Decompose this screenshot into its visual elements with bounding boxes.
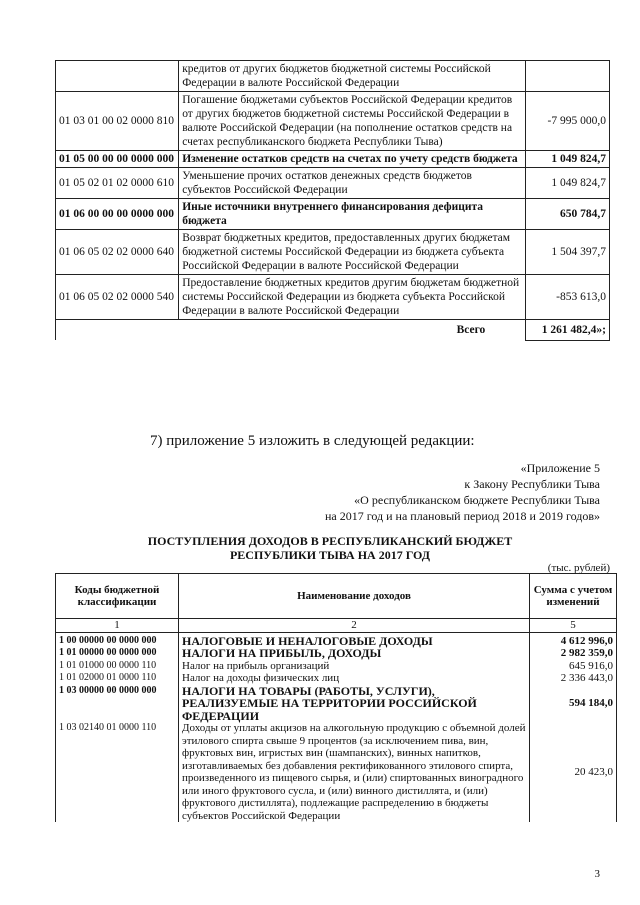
header-row: [56, 574, 617, 619]
amendment-item: 7) приложение 5 изложить в следующей редакции:: [150, 433, 475, 449]
amount-cell: 1 504 397,7: [526, 230, 610, 275]
table-row: [56, 647, 617, 660]
appendix-line: к Закону Республики Тыва: [464, 477, 600, 491]
amount-cell: 1 049 824,7: [526, 151, 610, 168]
code-cell: [56, 320, 179, 341]
total-row: [56, 320, 610, 341]
amount-cell: -853 613,0: [526, 275, 610, 320]
code-cell: 1 01 01000 00 0000 110: [56, 660, 179, 673]
amount-cell: 2 336 443,0: [530, 672, 617, 685]
table-row: [56, 685, 617, 723]
appendix-line: «Приложение 5: [520, 461, 600, 475]
appendix-line: «О республиканском бюджете Республики Тыва: [354, 493, 600, 507]
table-row: [56, 151, 610, 168]
amount-cell: -7 995 000,0: [526, 92, 610, 151]
page-title: [120, 534, 540, 562]
code-cell: 1 01 00000 00 0000 000: [56, 647, 179, 660]
amount-cell: [526, 61, 610, 92]
name-cell: Изменение остатков средств на счетах по учету средств бюджета: [179, 151, 526, 168]
title-line: РЕСПУБЛИКИ ТЫВА НА 2017 ГОД: [229, 548, 431, 562]
table-row: [56, 199, 610, 230]
table-row: [56, 61, 610, 92]
code-cell: 1 03 00000 00 0000 000: [56, 685, 179, 723]
appendix-line: на 2017 год и на плановый период 2018 и 2019 годов»: [324, 509, 600, 523]
name-cell: Налог на прибыль организаций: [179, 660, 530, 673]
name-cell: Предоставление бюджетных кредитов другим бюджетам бюджетной системы Российской Федерации из бюджета субъекта Российской Федерации в валюте Российской Федерации: [179, 275, 526, 320]
appendix-header: [325, 460, 600, 524]
code-cell: 1 01 02000 01 0000 110: [56, 672, 179, 685]
name-cell: НАЛОГИ НА ПРИБЫЛЬ, ДОХОДЫ: [179, 647, 530, 660]
table-row: [56, 722, 617, 822]
code-cell: [56, 61, 179, 92]
total-label: Всего: [456, 324, 486, 336]
col-number: 2: [179, 619, 530, 633]
code-cell: 1 03 02140 01 0000 110: [56, 722, 179, 822]
amount-cell: 650 784,7: [526, 199, 610, 230]
amount-cell: 1 049 824,7: [526, 168, 610, 199]
code-cell: 01 03 01 00 02 0000 810: [56, 92, 179, 151]
table-row: [56, 230, 610, 275]
page-number: 3: [594, 868, 600, 880]
table-row: [56, 92, 610, 151]
name-cell: Погашение бюджетами субъектов Российской Федерации кредитов от других бюджетов бюджетной системы Российской Федерации в валюте Российской Федерации (на пополнение остатков средств на счетах республиканского бюджета Республики Тыва): [179, 92, 526, 151]
amount-cell: 2 982 359,0: [530, 647, 617, 660]
header-code: Коды бюджетной классификации: [56, 574, 179, 619]
name-cell: Налог на доходы физических лиц: [179, 672, 530, 685]
code-cell: 01 05 00 00 00 0000 000: [56, 151, 179, 168]
name-cell: НАЛОГОВЫЕ И НЕНАЛОГОВЫЕ ДОХОДЫ: [179, 632, 530, 647]
name-cell: Возврат бюджетных кредитов, предоставленных других бюджетам бюджетной системы Российской Федерации из бюджета субъекта Российской Федерации в валюте Российской Федерации: [179, 230, 526, 275]
header-amount: Сумма с учетом изменений: [530, 574, 617, 619]
table-row: [56, 275, 610, 320]
name-cell: Иные источники внутреннего финансирования дефицита бюджета: [179, 199, 526, 230]
col-number: 1: [56, 619, 179, 633]
amount-cell: 20 423,0: [530, 722, 617, 822]
col-number: 5: [530, 619, 617, 633]
amount-cell: 645 916,0: [530, 660, 617, 673]
name-cell: Доходы от уплаты акцизов на алкогольную продукцию с объемной долей этилового спирта свыше 9 процентов (за исключением пива, вин, фруктовых вин, игристых вин (шампанских), винных напитков, изготавливаемых без добавления ректификованного этилового спирта, произведенного из пищевого сырья, и (или) спиртованных виноградного или иного фруктового сусла, и (или) винного дистиллята, и (или) фруктового дистиллята), подлежащие распределению в бюджеты субъектов Российской Федерации: [179, 722, 530, 822]
code-cell: 01 06 05 02 02 0000 540: [56, 275, 179, 320]
total-amount: 1 261 482,4»;: [526, 320, 610, 341]
title-line: ПОСТУПЛЕНИЯ ДОХОДОВ В РЕСПУБЛИКАНСКИЙ БЮДЖЕТ: [147, 534, 513, 548]
table-row: [56, 168, 610, 199]
amount-cell: 4 612 996,0: [530, 632, 617, 647]
code-cell: 1 00 00000 00 0000 000: [56, 632, 179, 647]
revenue-table: [55, 573, 617, 822]
header-name: Наименование доходов: [179, 574, 530, 619]
name-cell: Уменьшение прочих остатков денежных средств бюджетов субъектов Российской Федерации: [179, 168, 526, 199]
column-number-row: [56, 619, 617, 633]
table-row: [56, 632, 617, 647]
amount-cell: 594 184,0: [530, 685, 617, 723]
unit-label: (тыс. рублей): [547, 562, 610, 574]
name-cell: кредитов от других бюджетов бюджетной системы Российской Федерации в валюте Российской Федерации: [179, 61, 526, 92]
table-row: [56, 672, 617, 685]
sources-table: [55, 60, 610, 341]
name-cell: НАЛОГИ НА ТОВАРЫ (РАБОТЫ, УСЛУГИ), РЕАЛИЗУЕМЫЕ НА ТЕРРИТОРИИ РОССИЙСКОЙ ФЕДЕРАЦИИ: [179, 685, 530, 723]
code-cell: 01 06 00 00 00 0000 000: [56, 199, 179, 230]
code-cell: 01 06 05 02 02 0000 640: [56, 230, 179, 275]
table-row: [56, 660, 617, 673]
code-cell: 01 05 02 01 02 0000 610: [56, 168, 179, 199]
